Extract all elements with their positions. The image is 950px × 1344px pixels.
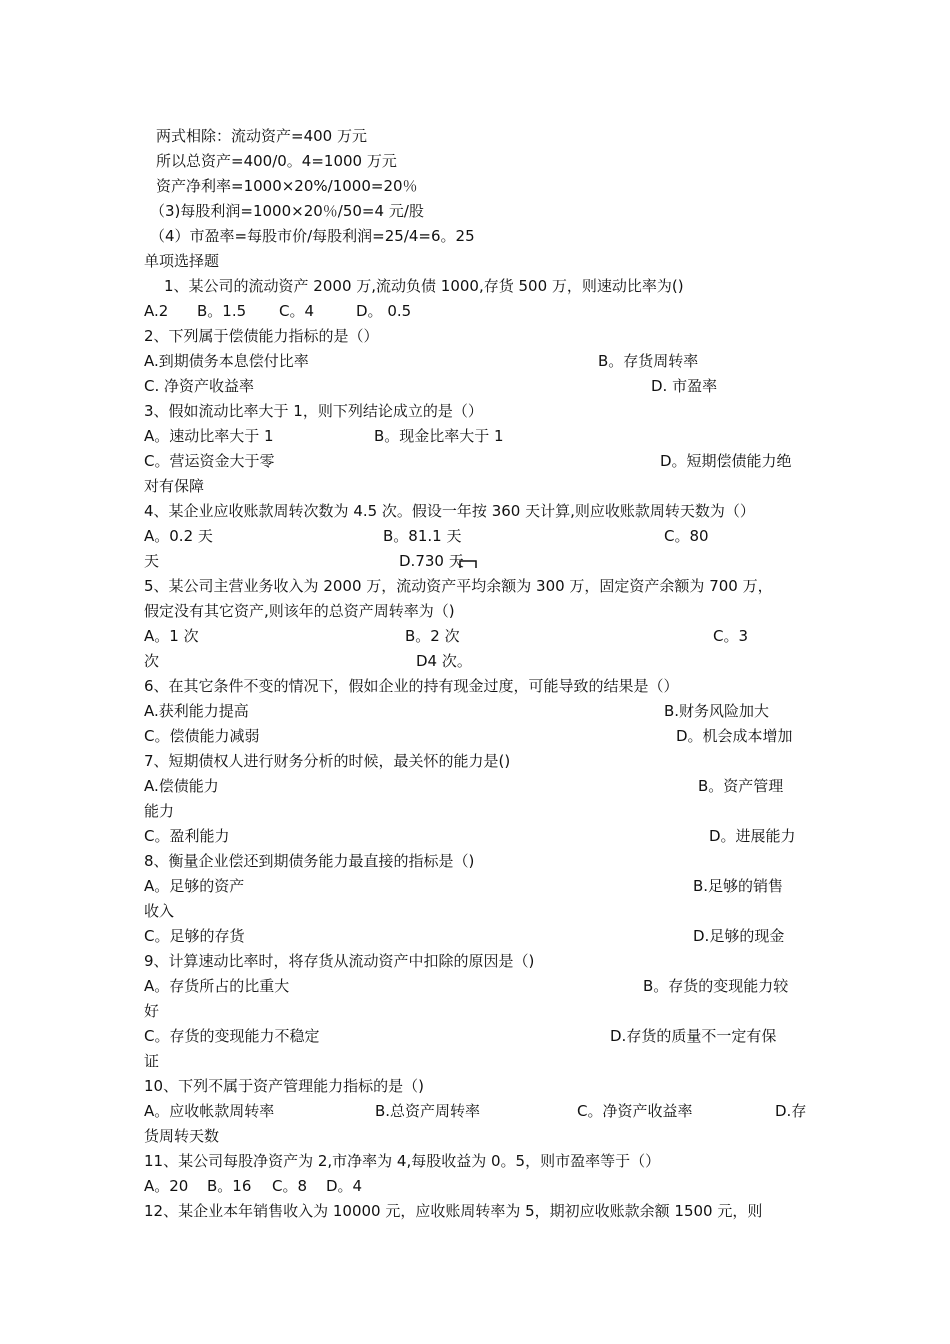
question-stem: 9、计算速动比率时，将存货从流动资产中扣除的原因是（) [144, 952, 535, 970]
option-c: C。偿债能力减弱 [144, 727, 260, 745]
option-b: B。1.5 [197, 302, 247, 320]
option-continuation: 次 [144, 652, 160, 670]
question-stem: 3、假如流动比率大于 1，则下列结论成立的是（） [144, 402, 483, 420]
option-a: A。速动比率大于 1 [144, 427, 274, 445]
option-d: D。短期偿债能力绝 [660, 452, 792, 470]
option-d: D. 市盈率 [651, 377, 718, 395]
question-stem-continued: 假定没有其它资产,则该年的总资产周转率为（) [144, 602, 455, 620]
option-continuation: 好 [144, 1002, 160, 1020]
option-d: D4 次。 [416, 652, 472, 670]
option-a: A.到期债务本息偿付比率 [144, 352, 309, 370]
option-b: B。存货的变现能力较 [643, 977, 789, 995]
question-stem: 2、下列属于偿债能力指标的是（） [144, 327, 379, 345]
option-c: C。4 [279, 302, 315, 320]
option-a: A。0.2 天 [144, 527, 213, 545]
option-a: A。存货所占的比重大 [144, 977, 290, 995]
option-continuation: 天 [144, 552, 160, 570]
cursor-bracket-icon [459, 555, 477, 569]
calc-line-4: （3)每股利润=1000×20％/50=4 元/股 [150, 202, 424, 220]
option-c: C. 净资产收益率 [144, 377, 255, 395]
option-a: A.2 [144, 302, 169, 320]
option-c: C。盈利能力 [144, 827, 230, 845]
option-a: A.偿债能力 [144, 777, 219, 795]
question-stem: 6、在其它条件不变的情况下，假如企业的持有现金过度，可能导致的结果是（） [144, 677, 679, 695]
question-stem: 4、某企业应收账款周转次数为 4.5 次。假设一年按 360 天计算,则应收账款周转天数为（） [144, 502, 755, 520]
option-b: B。81.1 天 [383, 527, 462, 545]
question-stem: 8、衡量企业偿还到期债务能力最直接的指标是（) [144, 852, 475, 870]
question-stem: 5、某公司主营业务收入为 2000 万，流动资产平均余额为 300 万，固定资产余额为 700 万， [144, 577, 773, 595]
section-title: 单项选择题 [144, 252, 220, 270]
option-continuation: 能力 [144, 802, 175, 820]
option-a: A。应收帐款周转率 [144, 1102, 275, 1120]
option-a: A。20 [144, 1177, 189, 1195]
question-stem: 12、某企业本年销售收入为 10000 元，应收账周转率为 5，期初应收账款余额 1500 元，则 [144, 1202, 763, 1220]
option-a: A.获利能力提高 [144, 702, 249, 720]
option-d: D。机会成本增加 [676, 727, 793, 745]
option-b: B。2 次 [405, 627, 460, 645]
question-stem: 11、某公司每股净资产为 2,市净率为 4,每股收益为 0。5，则市盈率等于（） [144, 1152, 661, 1170]
option-d: D.存货的质量不一定有保 [610, 1027, 777, 1045]
calc-line-3: 资产净利率=1000×20%/1000=20％ [156, 177, 418, 195]
option-c: C。8 [272, 1177, 308, 1195]
question-stem: 7、短期债权人进行财务分析的时候，最关怀的能力是() [144, 752, 511, 770]
option-b: B.足够的销售 [693, 877, 784, 895]
option-c: C。营运资金大于零 [144, 452, 275, 470]
option-b: B.总资产周转率 [375, 1102, 481, 1120]
option-continuation: 收入 [144, 902, 175, 920]
option-continuation: 货周转天数 [144, 1127, 220, 1145]
question-stem: 10、下列不属于资产管理能力指标的是（) [144, 1077, 424, 1095]
option-d: D。 0.5 [356, 302, 412, 320]
option-c: C。3 [713, 627, 749, 645]
calc-line-5: （4）市盈率=每股市价/每股利润=25/4=6。25 [150, 227, 475, 245]
option-d: D.足够的现金 [693, 927, 785, 945]
calc-line-1: 两式相除：流动资产=400 万元 [156, 127, 367, 145]
option-b: B。存货周转率 [598, 352, 699, 370]
option-c: C。存货的变现能力不稳定 [144, 1027, 320, 1045]
option-a: A。足够的资产 [144, 877, 245, 895]
option-continuation: 证 [144, 1052, 160, 1070]
option-a: A。1 次 [144, 627, 199, 645]
option-b: B。现金比率大于 1 [374, 427, 504, 445]
option-d: D。4 [326, 1177, 363, 1195]
option-b: B。资产管理 [698, 777, 784, 795]
option-c: C。净资产收益率 [577, 1102, 693, 1120]
option-d: D.730 天 [399, 552, 464, 570]
option-d: D.存 [775, 1102, 807, 1120]
question-stem: 1、某公司的流动资产 2000 万,流动负债 1000,存货 500 万，则速动比率为() [164, 277, 684, 295]
option-c: C。足够的存货 [144, 927, 245, 945]
option-continuation: 对有保障 [144, 477, 205, 495]
calc-line-2: 所以总资产=400/0。4=1000 万元 [156, 152, 397, 170]
option-d: D。进展能力 [709, 827, 796, 845]
option-b: B.财务风险加大 [664, 702, 770, 720]
option-b: B。16 [207, 1177, 252, 1195]
option-c: C。80 [664, 527, 709, 545]
